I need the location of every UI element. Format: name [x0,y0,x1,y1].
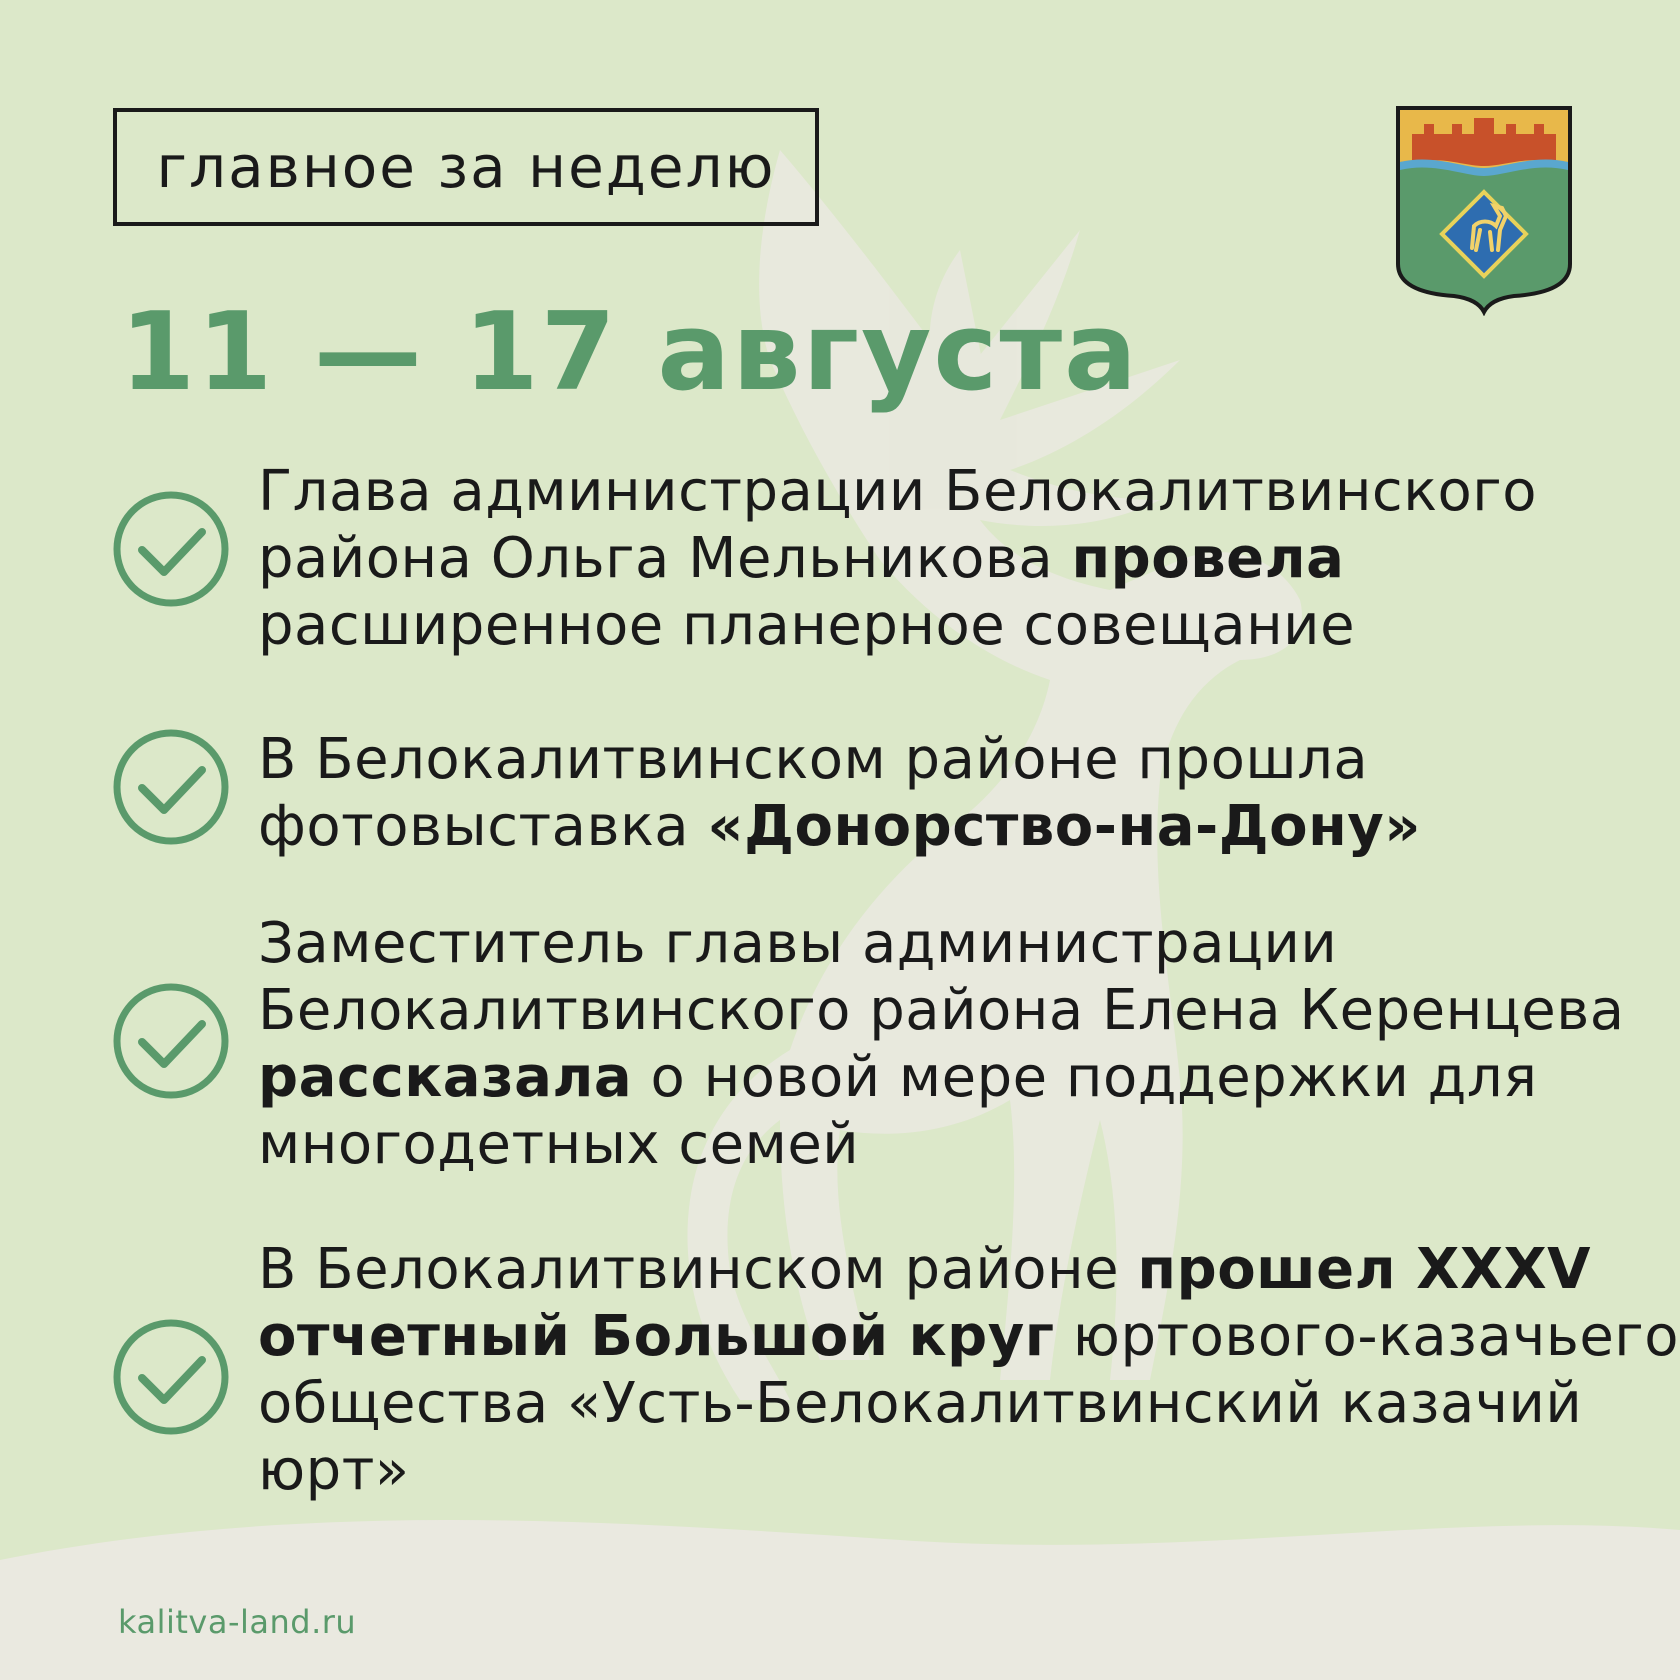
item-text-part: В Белокалитвинском районе [258,1237,1138,1302]
item-text-part: Заместитель главы администрации Белокалитвинского района Елена Керенцева [258,911,1625,1043]
item-text-part: Глава администрации Белокалитвинского района Ольга Мельникова [258,459,1537,591]
item-text [258,458,1680,659]
item-text-bold: рассказала [258,1045,633,1110]
item-text [258,1236,1680,1504]
header-label: главное за неделю [113,108,819,226]
footer-wave [0,1500,1680,1680]
item-text-part: расширенное планерное совещание [258,593,1356,658]
date-range-title: 11 — 17 августа [120,290,1139,415]
site-link[interactable]: kalitva-land.ru [118,1603,357,1641]
item-text-part: В Белокалитвинском районе прошла фотовыставка [258,727,1369,859]
coat-of-arms-deer-icon [1394,104,1574,316]
item-text-bold: провела [1071,526,1345,591]
item-text-part: о новой мере поддержки для многодетных семей [258,1045,1538,1177]
item-text [258,910,1680,1178]
check-circle-icon [112,728,230,846]
item-text-bold: прошел XXXV отчетный Большой круг [258,1237,1592,1369]
item-text [258,726,1680,860]
check-circle-icon [112,982,230,1100]
check-circle-icon [112,1318,230,1436]
item-text-part: юртового-казачьего общества «Усть-Белокалитвинский казачий юрт» [258,1304,1679,1503]
check-circle-icon [112,490,230,608]
item-text-bold: «Донорство-на-Дону» [707,794,1421,859]
